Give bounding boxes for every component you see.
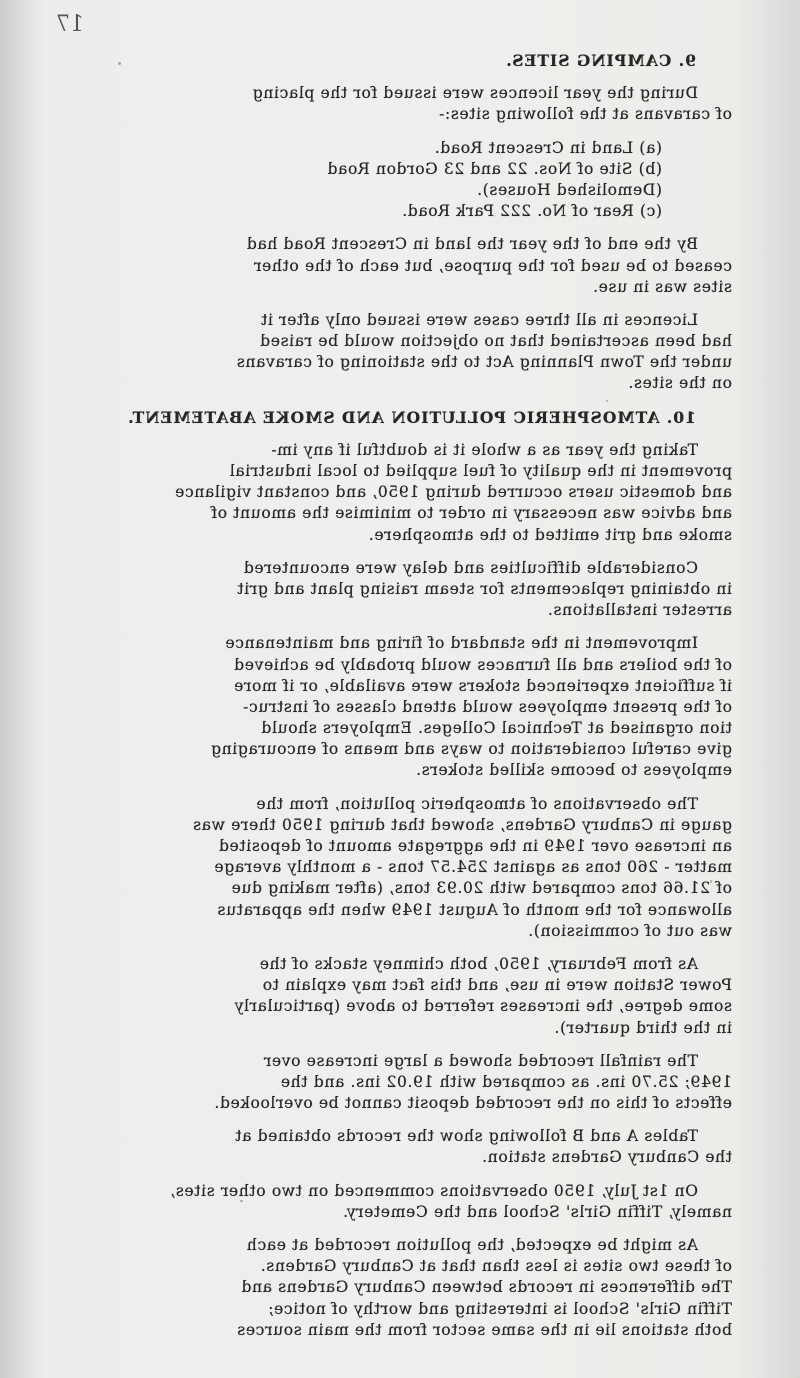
text-line: Taking the year as a whole it is doubtful if any im-: [270, 440, 698, 459]
scan-speck: [240, 1200, 243, 1202]
text-line: gauge in Canbury Gardens, showed that during 1950 there was: [192, 815, 732, 834]
paragraph: [70, 234, 732, 298]
paragraph-gap: [70, 1114, 732, 1126]
text-line: in the third quarter).: [553, 1018, 732, 1037]
text-line: was out of commission).: [527, 921, 732, 940]
paragraph-gap: [70, 395, 732, 407]
scan-speck: [606, 400, 608, 402]
text-line: and domestic users occurred during 1950, and constant vigilance: [174, 483, 732, 502]
scan-speck: [118, 62, 121, 65]
text-line: of 21.66 tons compared with 20.93 tons, (after making due: [230, 879, 732, 898]
paragraph-gap: [70, 222, 732, 234]
text-line: effects of this on the recorded deposit cannot be overlooked.: [213, 1094, 732, 1113]
text-line: give careful consideration to ways and means of encouraging: [210, 740, 732, 759]
paragraph-gap: [70, 1169, 732, 1181]
text-line: arrester installations.: [547, 601, 732, 620]
paragraph: [70, 794, 732, 942]
paragraph: [70, 633, 732, 781]
text-line: As might be expected, the pollution recorded at each: [246, 1236, 698, 1254]
text-line: ceased to be used for the purpose, but each of the other: [253, 256, 732, 275]
page-number: 17: [56, 12, 84, 37]
text-line: 1949; 25.70 ins. as compared with 19.02 ins. and the: [280, 1072, 732, 1091]
paragraph: [70, 1126, 732, 1168]
text-line: under the Town Planning Act to the stationing of caravans: [236, 353, 732, 372]
paragraph-gap: [70, 1223, 732, 1235]
text-line: smoke and grit emitted to the atmosphere.: [368, 525, 732, 544]
paragraph-gap: [70, 1341, 732, 1353]
paragraph: [70, 440, 732, 546]
paragraph-container: [70, 83, 732, 1353]
text-line: tion organised at Technical Colleges. Employers should: [260, 719, 732, 738]
paragraph: [70, 954, 732, 1039]
paragraph-gap: [70, 546, 732, 558]
subsection-heading-block: [70, 407, 732, 428]
text-line: of these two sites is less than that at Canbury Gardens.: [260, 1257, 732, 1276]
text-line: Considerable difficulties and delay were encountered: [243, 558, 698, 577]
text-line: provement in the quality of fuel supplied to local industrial: [229, 462, 732, 480]
scan-speck: [710, 880, 712, 883]
list-item-line: (Demolished Houses).: [476, 180, 662, 199]
text-line: matter - 260 tons as against 254.57 tons - a monthly average: [213, 858, 732, 877]
text-line: of the boilers and all furnaces would probably be achieved: [233, 655, 732, 674]
text-line: Improvement in the standard of firing and maintenance: [224, 634, 698, 653]
text-line: Power Station were in use, and this fact may explain to: [262, 976, 732, 995]
text-line: in obtaining replacements for steam raising plant and grit: [236, 579, 732, 598]
text-line: Licences in all three cases were issued only after it: [260, 310, 698, 329]
paragraph: [70, 1051, 732, 1115]
paragraph-gap: [70, 782, 732, 794]
paragraph-gap: [70, 1039, 732, 1051]
text-line: of the present employees would attend classes of instruc-: [242, 697, 732, 716]
paragraph-gap: [70, 942, 732, 954]
paragraph: [70, 1181, 732, 1223]
text-line: both stations lie in the same sector from the main sources: [236, 1320, 732, 1339]
text-line: Tables A and B following show the records obtained at: [234, 1127, 698, 1146]
text-line: allowance for the month of August 1949 when the apparatus: [216, 900, 732, 919]
text-line: an increase over 1949 in the aggregate amount of deposited: [218, 837, 732, 855]
text-line: The observations of atmospheric pollution, from the: [255, 794, 698, 813]
list-item-line: (a) Land in Crescent Road.: [434, 138, 662, 157]
list-block: [70, 138, 732, 223]
text-line: The rainfall recorded showed a large increase over: [263, 1051, 698, 1070]
text-line: By the end of the year the land in Crescent Road had: [246, 235, 698, 254]
paragraph-gap: [70, 428, 732, 440]
subsection-heading: 10. ATMOSPHERIC POLLUTION AND SMOKE ABATEMENT.: [127, 407, 696, 427]
paragraph: [70, 1235, 732, 1341]
text-line: employees to become skilled stokers.: [415, 761, 732, 780]
text-line: namely, Tiffin Girls' School and the Cemetery.: [342, 1202, 732, 1221]
text-line: and advice was necessary in order to minimise the amount of: [210, 504, 732, 523]
text-line: The differences in records between Canbury Gardens and: [240, 1278, 732, 1297]
text-line: some degree, the increases referred to above (particularly: [233, 997, 732, 1016]
text-line: sites was in use.: [592, 277, 732, 296]
text-line: Tiffin Girls' School is interesting and worthy of notice;: [267, 1299, 732, 1318]
text-line: if sufficient experienced stokers were available, or if more: [233, 676, 732, 695]
text-line: on the sites.: [627, 374, 732, 393]
document-body: [70, 50, 732, 1353]
text-line: the Canbury Gardens station.: [481, 1148, 732, 1167]
paragraph-gap: [70, 298, 732, 310]
section-heading: 9. CAMPING SITES.: [505, 51, 696, 70]
paragraph-gap: [70, 126, 732, 138]
text-line: During the year licences were issued for the placing: [252, 84, 698, 103]
paragraph: [70, 310, 732, 395]
text-line: On 1st July, 1950 observations commenced on two other sites,: [169, 1181, 698, 1200]
text-line: of caravans at the following sites:-: [438, 105, 732, 124]
paragraph-gap: [70, 621, 732, 633]
list-item-line: (b) Site of Nos. 22 and 23 Gordon Road: [326, 159, 662, 178]
paragraph: [70, 558, 732, 622]
text-line: As from February, 1950, both chimney stacks of the: [259, 954, 698, 973]
text-line: had been ascertained that no objection would be raised: [259, 332, 732, 351]
list-item-line: (c) Rear of No. 222 Park Road.: [401, 202, 662, 221]
paragraph: [70, 83, 732, 125]
